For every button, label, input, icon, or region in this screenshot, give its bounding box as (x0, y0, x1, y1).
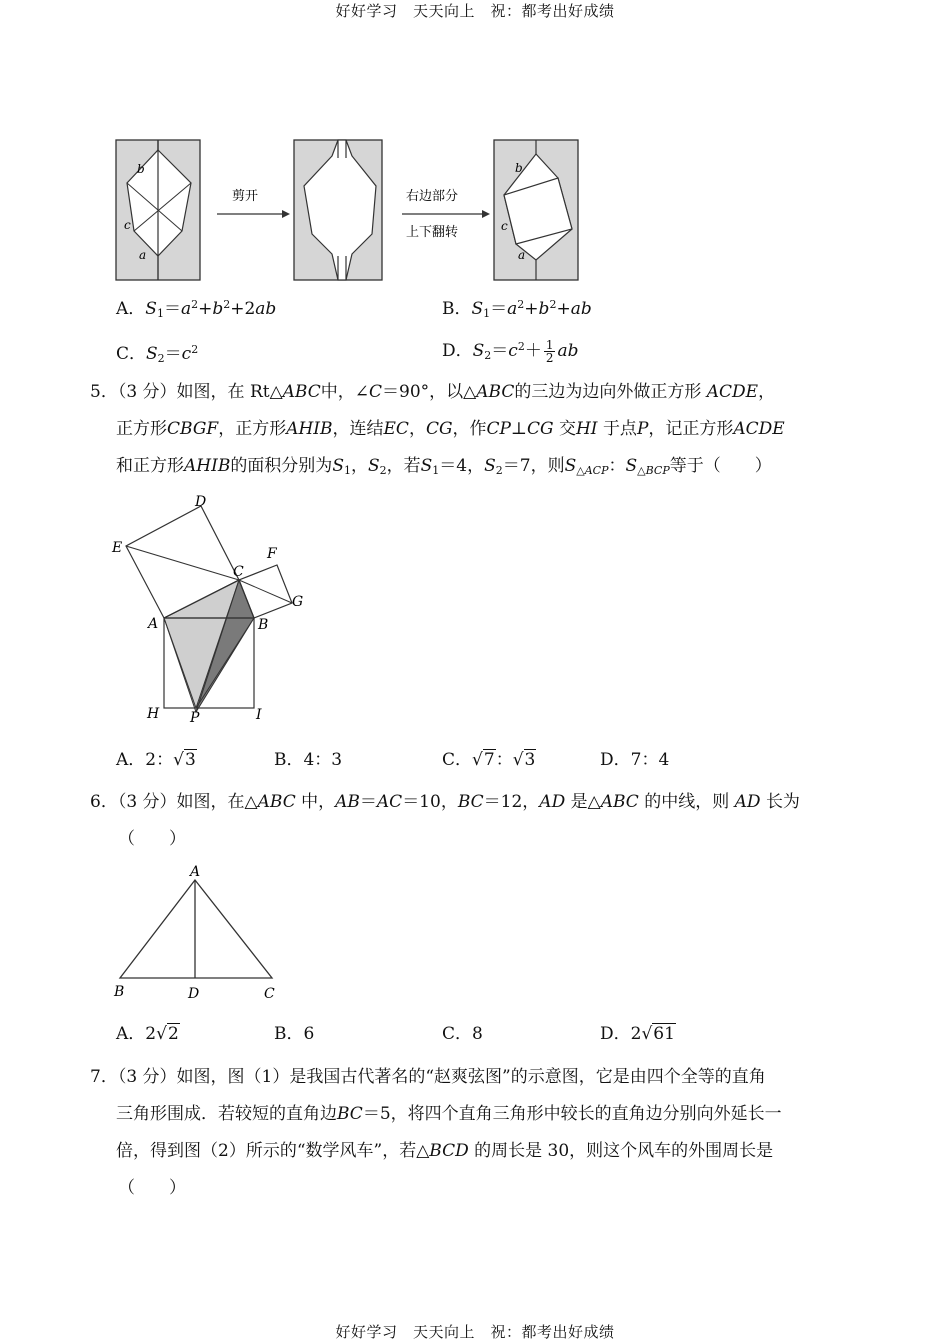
label-B: B (114, 984, 125, 1000)
q4-option-d: D．$S_2=c^2+$ $\frac{1}{2}$ ab (442, 338, 579, 365)
page-header: 好好学习 天天向上 祝：都考出好成绩 (335, 2, 615, 20)
label-G: G (292, 594, 304, 610)
label-C: C (264, 986, 275, 1002)
q6-option-b: B．6 (274, 1024, 315, 1044)
question-5-figure (108, 488, 323, 728)
label-A: A (148, 616, 159, 632)
q5-option-c: C．√7：√3 (442, 750, 536, 770)
label-A: A (190, 864, 201, 880)
arrow-label-cut: 剪开 (232, 189, 259, 204)
label-c: c (124, 218, 131, 232)
q6-line-1: 6．（3 分）如图，在△ABC 中，AB＝AC＝10，BC＝12，AD 是△ABC 的中线，则 AD 长为 (90, 792, 800, 812)
q6-option-c: C．8 (442, 1024, 483, 1044)
panel-original (116, 140, 200, 280)
q6-line-2: （ ） (118, 829, 186, 849)
arrow-label-flip-1: 右边部分 (406, 189, 459, 204)
label-D: D (188, 986, 200, 1002)
label-b: b (137, 162, 145, 176)
label-D: D (195, 494, 207, 510)
label-H: H (147, 706, 160, 722)
q4-option-b: B．$S_1=a^2+b^2+ab$ (442, 298, 592, 320)
question-4-figure (112, 134, 582, 284)
arrow-label-flip-2: 上下翻转 (406, 225, 459, 240)
q5-option-a: A．2：√3 (116, 750, 196, 770)
label-b-2: b (515, 161, 523, 175)
q5-line-2: 正方形CBGF，正方形AHIB，连结EC，CG，作CP⊥CG 交HI 于点P，记正方形ACDE (116, 419, 785, 439)
label-a-2: a (518, 248, 526, 262)
q6-option-a: A．2√2 (116, 1024, 179, 1044)
label-E: E (112, 540, 123, 556)
label-c-2: c (501, 219, 508, 233)
q5-line-3: 和正方形AHIB的面积分别为$S_1$，$S_2$，若$S_1=4$，$S_2=7$，则$S_{\triangle ACP}$：$S_{\triangle BCP}$等于（ ） (116, 456, 772, 477)
question-6-figure (108, 862, 283, 1004)
q5-line-1: 5．（3 分）如图，在 Rt△ABC中，∠C＝90°，以△ABC的三边为边向外做正方形 ACDE， (90, 382, 776, 402)
label-C: C (233, 564, 244, 580)
q4-option-a: A．$S_1=a^2+b^2+2ab$ (116, 298, 277, 320)
q6-option-d: D．2√61 (600, 1024, 675, 1044)
q7-line-4: （ ） (118, 1178, 186, 1198)
q7-line-1: 7．（3 分）如图，图（1）是我国古代著名的“赵爽弦图”的示意图，它是由四个全等的直角 (90, 1067, 766, 1087)
label-a: a (139, 248, 147, 262)
q4-option-c: C．$S_2=c^2$ (116, 343, 199, 365)
panel-cut (294, 140, 382, 280)
q5-option-d: D．7：4 (600, 750, 670, 770)
label-F: F (267, 546, 277, 562)
panel-flipped (494, 140, 578, 280)
q7-line-3: 倍，得到图（2）所示的“数学风车”，若△BCD 的周长是 30，则这个风车的外围周长是 (116, 1141, 774, 1161)
q7-line-2: 三角形围成．若较短的直角边BC＝5，将四个直角三角形中较长的直角边分别向外延长一 (116, 1104, 782, 1124)
label-B: B (258, 617, 269, 633)
q5-option-b: B．4：3 (274, 750, 343, 770)
label-P: P (190, 710, 200, 726)
page-footer: 好好学习 天天向上 祝：都考出好成绩 (335, 1323, 615, 1341)
label-I: I (256, 707, 262, 723)
